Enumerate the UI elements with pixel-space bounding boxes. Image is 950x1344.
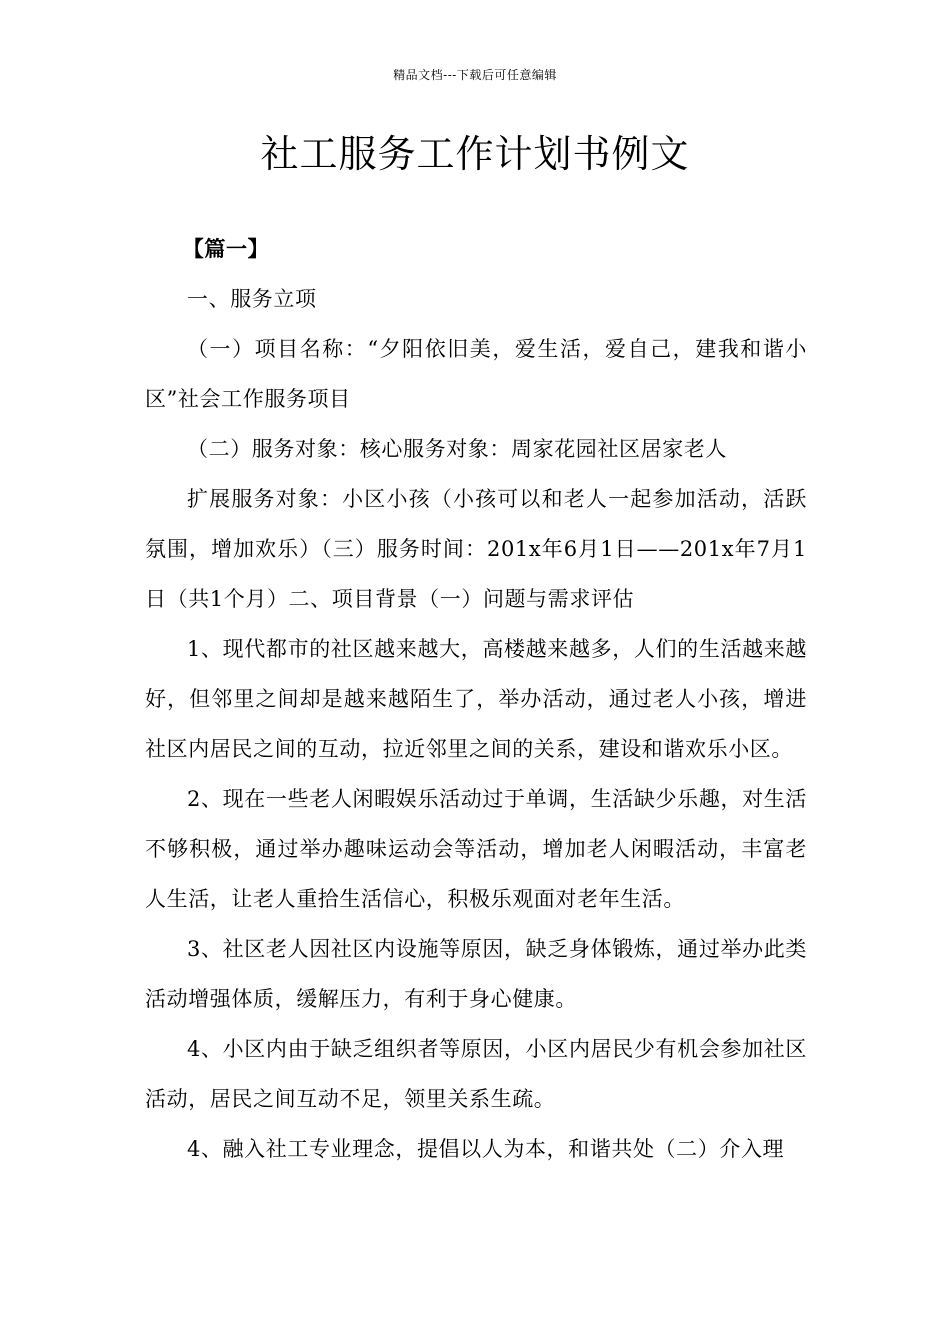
section-heading: 一、服务立项 <box>187 287 317 311</box>
paragraph: 3、社区老人因社区内设施等原因，缺乏身体锻炼，通过举办此类活动增强体质，缓解压力，有利于身心健康。 <box>145 937 807 1011</box>
document-body <box>145 224 807 1174</box>
paragraph: （一）项目名称：“夕阳依旧美，爱生活，爱自己，建我和谐小区”社会工作服务项目 <box>145 337 807 411</box>
document-title: 社工服务工作计划书例文 <box>260 132 690 176</box>
paragraph: 4、融入社工专业理念，提倡以人为本，和谐共处（二）介入理 <box>187 1137 785 1161</box>
paragraph: 2、现在一些老人闲暇娱乐活动过于单调，生活缺少乐趣，对生活不够积极，通过举办趣味运动会等活动，增加老人闲暇活动，丰富老人生活，让老人重拾生活信心，积极乐观面对老年生活。 <box>145 787 807 911</box>
paragraph: （二）服务对象：核心服务对象：周家花园社区居家老人 <box>187 437 727 461</box>
header-note: 精品文档---下载后可任意编辑 <box>393 68 557 82</box>
section-label: 【篇一】 <box>182 236 270 261</box>
paragraph: 4、小区内由于缺乏组织者等原因，小区内居民少有机会参加社区活动，居民之间互动不足，领里关系生疏。 <box>145 1037 807 1111</box>
paragraph: 扩展服务对象：小区小孩（小孩可以和老人一起参加活动，活跃氛围，增加欢乐）（三）服务时间：201x年6月1日——201x年7月1日（共1个月）二、项目背景（一）问题与需求评估 <box>145 487 807 611</box>
paragraph: 1、现代都市的社区越来越大，高楼越来越多，人们的生活越来越好，但邻里之间却是越来越陌生了，举办活动，通过老人小孩，增进社区内居民之间的互动，拉近邻里之间的关系，建设和谐欢乐小区。 <box>145 637 807 761</box>
